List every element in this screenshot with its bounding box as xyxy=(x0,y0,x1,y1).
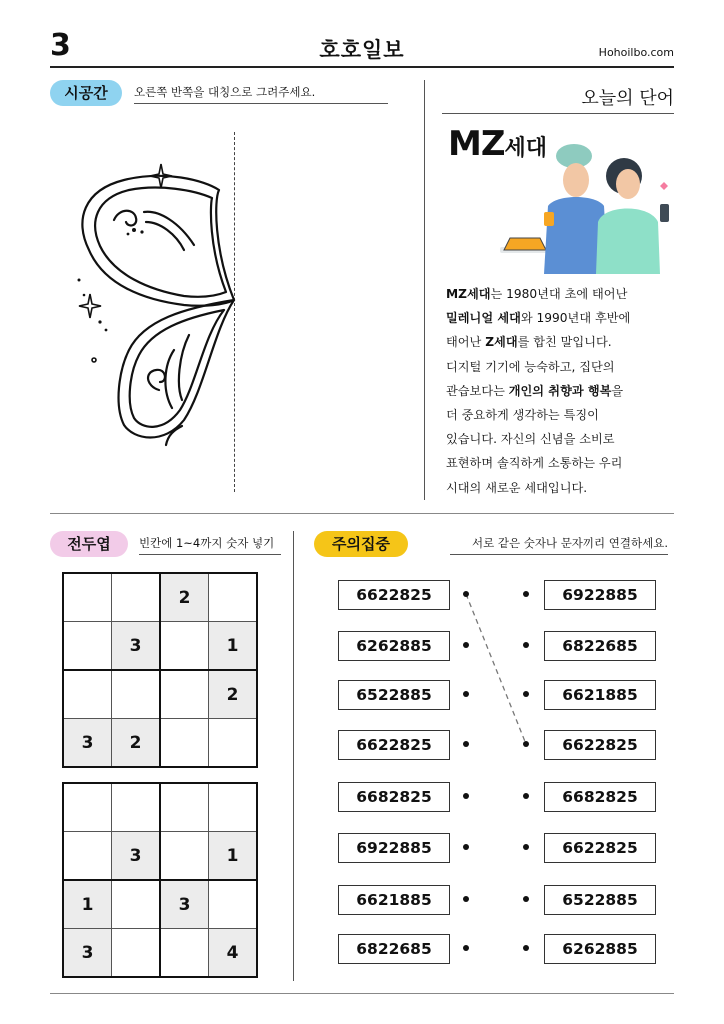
sudoku-given-cell: 2 xyxy=(112,719,161,768)
match-right-dot[interactable] xyxy=(523,591,529,597)
symmetry-instruction: 오른쪽 반쪽을 대칭으로 그려주세요. xyxy=(134,84,388,104)
word-keyword: Z세대 xyxy=(485,335,518,350)
sudoku-label: 전두엽 xyxy=(50,531,128,557)
word-text: 을 xyxy=(611,383,624,398)
match-left-dot[interactable] xyxy=(463,591,469,597)
word-term-korean: 세대 xyxy=(504,136,548,161)
word-text: 더 중요하게 생각하는 특징이 xyxy=(446,408,599,423)
sudoku-instruction: 빈칸에 1~4까지 숫자 넣기 xyxy=(139,535,281,555)
sudoku-given-cell: 2 xyxy=(209,670,258,719)
sudoku-given-cell: 3 xyxy=(160,880,209,929)
word-term-latin: MZ xyxy=(448,124,505,164)
page-number: 3 xyxy=(50,28,71,63)
match-right-item[interactable]: 6262885 xyxy=(544,934,656,964)
sudoku-given-cell: 3 xyxy=(112,832,161,881)
match-right-dot[interactable] xyxy=(523,741,529,747)
match-left-item[interactable]: 6522885 xyxy=(338,680,450,710)
sudoku-given-cell: 4 xyxy=(209,929,258,978)
match-left-dot[interactable] xyxy=(463,691,469,697)
word-keyword: 개인의 취향과 행복 xyxy=(508,383,612,398)
match-right-dot[interactable] xyxy=(523,945,529,951)
match-right-dot[interactable] xyxy=(523,844,529,850)
match-left-item[interactable]: 6622825 xyxy=(338,580,450,610)
word-text: 있습니다. 자신의 신념을 소비로 xyxy=(446,432,615,447)
sudoku-given-cell: 2 xyxy=(160,573,209,622)
sudoku-given-cell: 1 xyxy=(209,622,258,671)
footer-rule xyxy=(50,993,674,994)
match-right-dot[interactable] xyxy=(523,793,529,799)
word-text: 태어난 xyxy=(446,335,486,350)
word-keyword: 밀레니얼 세대 xyxy=(446,311,521,326)
word-text: 는 1980년대 초에 태어난 xyxy=(490,287,628,301)
match-left-item[interactable]: 6262885 xyxy=(338,631,450,661)
word-keyword: MZ세대 xyxy=(446,287,491,301)
example-connection-line xyxy=(466,594,526,744)
sudoku-given-cell: 3 xyxy=(63,719,112,768)
match-left-dot[interactable] xyxy=(463,741,469,747)
match-label: 주의집중 xyxy=(314,531,408,557)
match-right-item[interactable]: 6682825 xyxy=(544,782,656,812)
sudoku-given-cell: 1 xyxy=(63,880,112,929)
match-right-item[interactable]: 6621885 xyxy=(544,680,656,710)
match-right-item[interactable]: 6822685 xyxy=(544,631,656,661)
match-right-item[interactable]: 6622825 xyxy=(544,730,656,760)
match-left-item[interactable]: 6682825 xyxy=(338,782,450,812)
match-right-item[interactable]: 6922885 xyxy=(544,580,656,610)
match-right-dot[interactable] xyxy=(523,691,529,697)
newspaper-title: 호호일보 xyxy=(319,38,405,62)
match-left-item[interactable]: 6922885 xyxy=(338,833,450,863)
word-text: 를 합친 말입니다. xyxy=(517,335,612,350)
word-text: 디지털 기기에 능숙하고, 집단의 xyxy=(446,359,615,374)
word-text: 표현하며 솔직하게 소통하는 우리 xyxy=(446,456,623,471)
match-left-dot[interactable] xyxy=(463,844,469,850)
match-right-dot[interactable] xyxy=(523,896,529,902)
match-left-dot[interactable] xyxy=(463,642,469,648)
word-text: 와 1990년대 후반에 xyxy=(520,311,631,326)
symmetry-label: 시공간 xyxy=(50,80,122,106)
sudoku-given-cell: 1 xyxy=(209,832,258,881)
word-heading: 오늘의 단어 xyxy=(442,84,674,114)
match-right-item[interactable]: 6622825 xyxy=(544,833,656,863)
word-text: 시대의 새로운 세대입니다. xyxy=(446,480,588,495)
match-left-dot[interactable] xyxy=(463,945,469,951)
match-left-dot[interactable] xyxy=(463,793,469,799)
match-right-item[interactable]: 6522885 xyxy=(544,885,656,915)
match-instruction: 서로 같은 숫자나 문자끼리 연결하세요. xyxy=(450,535,668,555)
match-left-item[interactable]: 6822685 xyxy=(338,934,450,964)
site-url[interactable]: Hohoilbo.com xyxy=(598,46,674,59)
word-text: 관습보다는 xyxy=(446,383,509,398)
match-left-item[interactable]: 6622825 xyxy=(338,730,450,760)
match-left-item[interactable]: 6621885 xyxy=(338,885,450,915)
sudoku-given-cell: 3 xyxy=(112,622,161,671)
match-right-dot[interactable] xyxy=(523,642,529,648)
match-left-dot[interactable] xyxy=(463,896,469,902)
sudoku-given-cell: 3 xyxy=(63,929,112,978)
